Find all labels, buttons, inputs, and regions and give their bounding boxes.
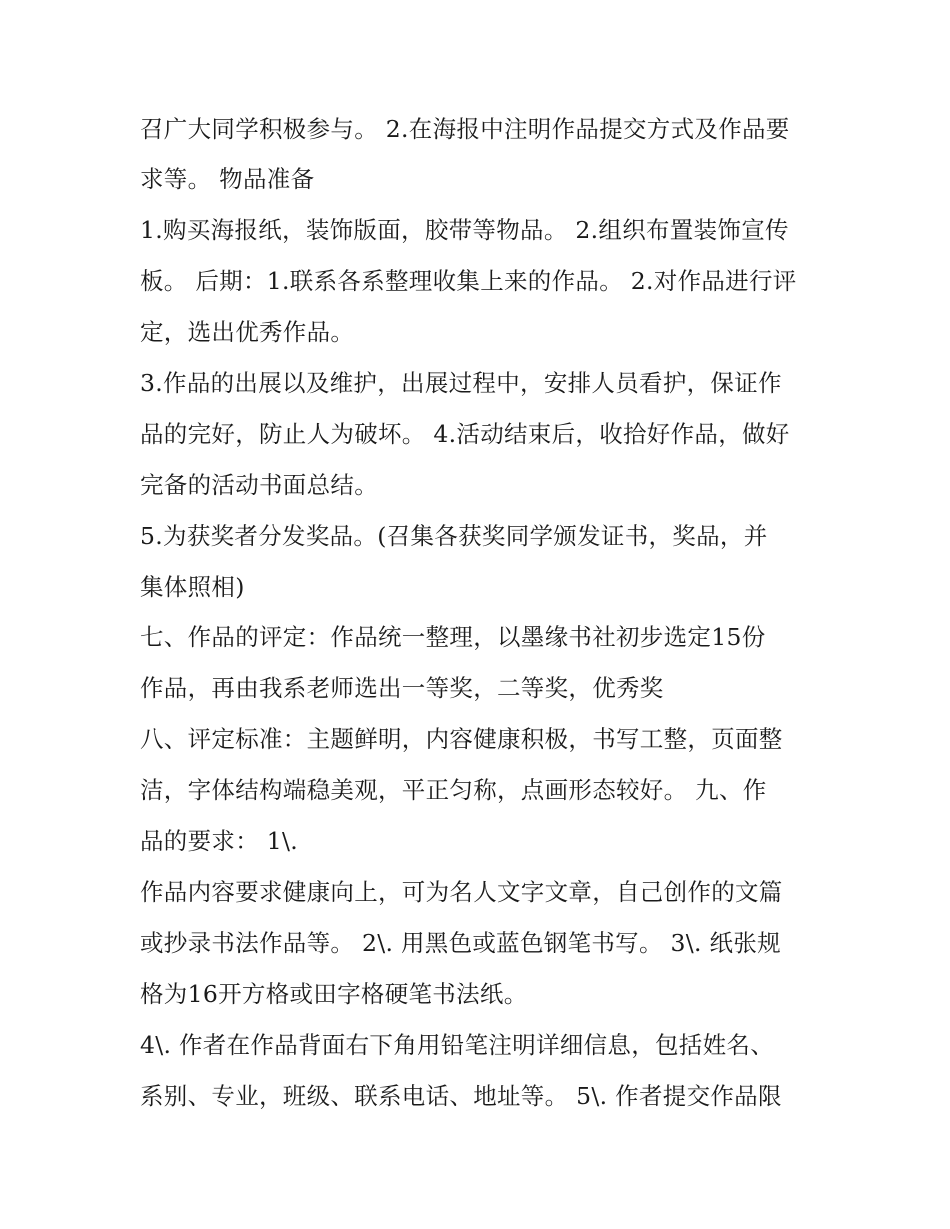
text-line: 集体照相) — [140, 573, 245, 601]
text-line: 1.购买海报纸，装饰版面，胶带等物品。 2.组织布置装饰宣传 — [140, 216, 789, 244]
text-line: 4\. 作者在作品背面右下角用铅笔注明详细信息，包括姓名、 — [140, 1031, 775, 1059]
text-line: 5.为获奖者分发奖品。(召集各获奖同学颁发证书，奖品，并 — [140, 522, 768, 550]
text-line: 定，选出优秀作品。 — [140, 318, 355, 346]
text-line: 系别、专业，班级、联系电话、地址等。 5\. 作者提交作品限 — [140, 1082, 782, 1110]
text-line: 召广大同学积极参与。 2.在海报中注明作品提交方式及作品要 — [140, 115, 790, 143]
text-line: 3.作品的出展以及维护，出展过程中，安排人员看护，保证作 — [140, 369, 782, 397]
text-line: 品的完好，防止人为破坏。 4.活动结束后，收拾好作品，做好 — [140, 420, 790, 448]
text-line: 格为16开方格或田字格硬笔书法纸。 — [140, 980, 528, 1008]
text-line: 品的要求： 1\. — [140, 827, 299, 855]
text-line: 求等。 物品准备 — [140, 165, 315, 193]
text-line: 八、评定标准：主题鲜明，内容健康积极，书写工整，页面整 — [140, 725, 783, 753]
text-line: 作品，再由我系老师选出一等奖，二等奖，优秀奖 — [140, 674, 664, 702]
text-line: 七、作品的评定：作品统一整理，以墨缘书社初步选定15份 — [140, 623, 766, 651]
text-line: 作品内容要求健康向上，可为名人文字文章，自己创作的文篇 — [140, 878, 783, 906]
text-line: 板。 后期：1.联系各系整理收集上来的作品。 2.对作品进行评 — [140, 267, 797, 295]
text-line: 或抄录书法作品等。 2\. 用黑色或蓝色钢笔书写。 3\. 纸张规 — [140, 929, 781, 957]
text-line: 完备的活动书面总结。 — [140, 471, 378, 499]
text-line: 洁，字体结构端稳美观，平正匀称，点画形态较好。 九、作 — [140, 776, 767, 804]
